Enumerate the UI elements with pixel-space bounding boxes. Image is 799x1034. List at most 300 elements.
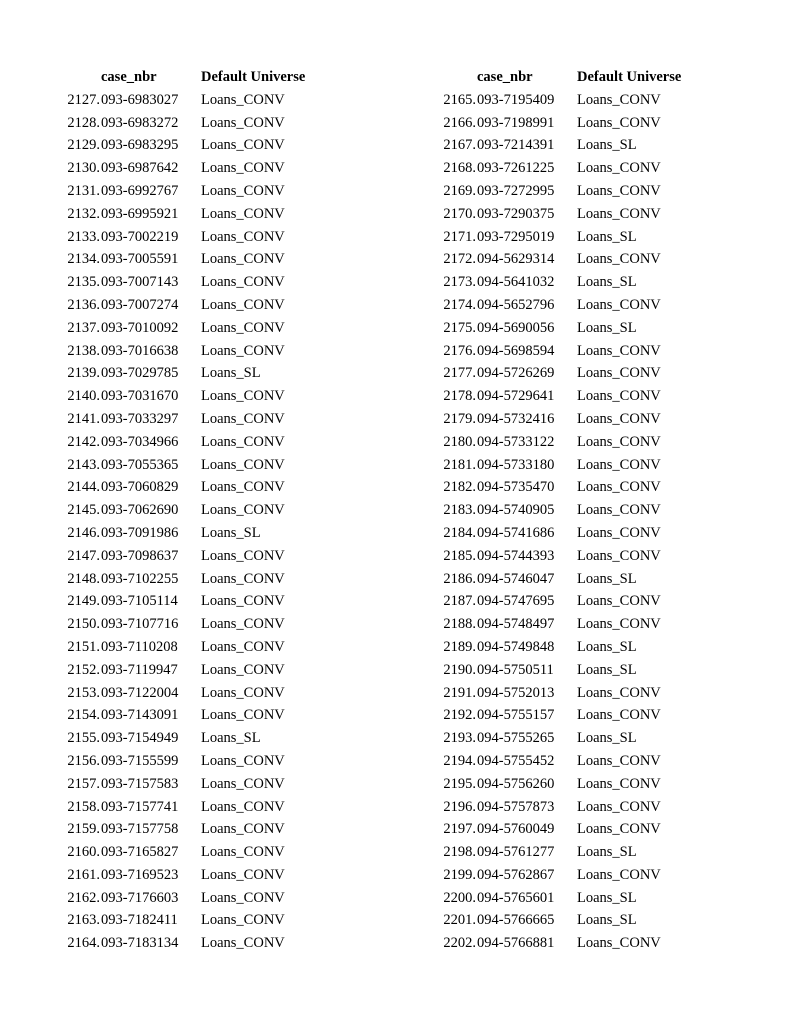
row-number: 2181. xyxy=(443,456,476,473)
case-nbr-cell: 094-5765601 xyxy=(477,889,555,906)
table-row xyxy=(434,704,707,727)
table-row xyxy=(58,727,331,750)
universe-cell: Loans_CONV xyxy=(577,296,661,313)
universe-cell: Loans_SL xyxy=(201,730,261,747)
table-row xyxy=(434,636,707,659)
row-number: 2155. xyxy=(67,730,100,747)
table-row xyxy=(434,727,707,750)
case-nbr-cell: 094-5757873 xyxy=(477,798,555,815)
universe-cell: Loans_CONV xyxy=(577,160,661,177)
row-number: 2202. xyxy=(443,935,476,952)
case-nbr-header: case_nbr xyxy=(101,69,157,85)
case-nbr-cell: 093-7031670 xyxy=(101,388,179,405)
row-number: 2200. xyxy=(443,889,476,906)
row-number: 2141. xyxy=(67,410,100,427)
case-nbr-cell: 093-7272995 xyxy=(477,182,555,199)
table-row xyxy=(434,362,707,385)
universe-cell: Loans_SL xyxy=(577,319,637,336)
row-number: 2184. xyxy=(443,524,476,541)
case-nbr-cell: 094-5726269 xyxy=(477,365,555,382)
table-header xyxy=(434,66,707,89)
row-number: 2199. xyxy=(443,866,476,883)
table-row xyxy=(58,112,331,135)
universe-cell: Loans_CONV xyxy=(577,433,661,450)
universe-cell: Loans_CONV xyxy=(201,410,285,427)
row-number: 2162. xyxy=(67,889,100,906)
row-number: 2135. xyxy=(67,274,100,291)
row-number: 2129. xyxy=(67,137,100,154)
universe-cell: Loans_CONV xyxy=(577,410,661,427)
universe-cell: Loans_CONV xyxy=(577,798,661,815)
universe-cell: Loans_CONV xyxy=(201,228,285,245)
case-nbr-cell: 094-5755452 xyxy=(477,752,555,769)
row-number: 2182. xyxy=(443,479,476,496)
universe-cell: Loans_CONV xyxy=(577,114,661,131)
universe-cell: Loans_CONV xyxy=(201,570,285,587)
universe-cell: Loans_CONV xyxy=(201,160,285,177)
table-row xyxy=(434,590,707,613)
case-nbr-cell: 093-6992767 xyxy=(101,182,179,199)
row-number-header xyxy=(434,66,476,89)
universe-cell: Loans_CONV xyxy=(201,502,285,519)
row-number-header xyxy=(58,66,100,89)
case-nbr-cell: 093-7007143 xyxy=(101,274,179,291)
table-row xyxy=(434,522,707,545)
case-nbr-cell: 093-7034966 xyxy=(101,433,179,450)
case-nbr-cell: 093-7183134 xyxy=(101,935,179,952)
case-nbr-cell: 094-5750511 xyxy=(477,661,554,678)
row-number: 2169. xyxy=(443,182,476,199)
universe-cell: Loans_SL xyxy=(577,912,637,929)
universe-cell: Loans_CONV xyxy=(577,547,661,564)
case-nbr-cell: 093-7005591 xyxy=(101,251,179,268)
row-number: 2132. xyxy=(67,205,100,222)
row-number: 2188. xyxy=(443,616,476,633)
universe-cell: Loans_SL xyxy=(577,844,637,861)
universe-cell: Loans_CONV xyxy=(577,388,661,405)
right-table xyxy=(434,66,707,955)
table-row xyxy=(434,796,707,819)
table-row xyxy=(58,454,331,477)
case-nbr-cell: 094-5752013 xyxy=(477,684,555,701)
case-nbr-cell: 093-7214391 xyxy=(477,137,555,154)
case-nbr-cell: 093-7182411 xyxy=(101,912,178,929)
case-nbr-cell: 093-7119947 xyxy=(101,661,178,678)
row-number: 2159. xyxy=(67,821,100,838)
universe-cell: Loans_CONV xyxy=(201,844,285,861)
row-number: 2201. xyxy=(443,912,476,929)
case-nbr-cell: 093-7033297 xyxy=(101,410,179,427)
table-row xyxy=(434,112,707,135)
universe-cell: Loans_CONV xyxy=(577,205,661,222)
case-nbr-cell: 093-7195409 xyxy=(477,91,555,108)
universe-cell: Loans_CONV xyxy=(577,342,661,359)
table-row xyxy=(434,317,707,340)
universe-cell: Loans_CONV xyxy=(201,137,285,154)
universe-cell: Loans_CONV xyxy=(201,593,285,610)
case-nbr-cell: 094-5748497 xyxy=(477,616,555,633)
row-number: 2151. xyxy=(67,638,100,655)
table-row xyxy=(58,932,331,955)
case-nbr-cell: 094-5652796 xyxy=(477,296,555,313)
table-row xyxy=(58,499,331,522)
row-number: 2190. xyxy=(443,661,476,678)
universe-cell: Loans_CONV xyxy=(201,661,285,678)
table-row xyxy=(58,294,331,317)
row-number: 2176. xyxy=(443,342,476,359)
row-number: 2183. xyxy=(443,502,476,519)
case-nbr-cell: 094-5746047 xyxy=(477,570,555,587)
universe-cell: Loans_SL xyxy=(577,730,637,747)
universe-cell: Loans_SL xyxy=(577,638,637,655)
case-nbr-cell: 093-7157758 xyxy=(101,821,179,838)
row-number: 2195. xyxy=(443,775,476,792)
row-number: 2193. xyxy=(443,730,476,747)
table-row xyxy=(434,454,707,477)
table-row xyxy=(58,180,331,203)
default-universe-header: Default Universe xyxy=(201,69,306,85)
row-number: 2196. xyxy=(443,798,476,815)
case-nbr-cell: 093-7016638 xyxy=(101,342,179,359)
case-nbr-cell: 093-7157741 xyxy=(101,798,179,815)
table-row xyxy=(58,522,331,545)
row-number: 2140. xyxy=(67,388,100,405)
universe-cell: Loans_CONV xyxy=(201,433,285,450)
universe-cell: Loans_CONV xyxy=(577,251,661,268)
table-row xyxy=(58,545,331,568)
table-row xyxy=(434,499,707,522)
row-number: 2148. xyxy=(67,570,100,587)
universe-cell: Loans_CONV xyxy=(201,775,285,792)
universe-cell: Loans_CONV xyxy=(201,388,285,405)
universe-cell: Loans_CONV xyxy=(577,866,661,883)
universe-cell: Loans_CONV xyxy=(201,182,285,199)
case-nbr-cell: 093-7295019 xyxy=(477,228,555,245)
table-body xyxy=(58,89,331,955)
row-number: 2177. xyxy=(443,365,476,382)
table-row xyxy=(58,157,331,180)
case-nbr-cell: 093-7060829 xyxy=(101,479,179,496)
row-number: 2154. xyxy=(67,707,100,724)
universe-cell: Loans_CONV xyxy=(577,752,661,769)
universe-cell: Loans_CONV xyxy=(577,775,661,792)
universe-cell: Loans_CONV xyxy=(577,684,661,701)
table-row xyxy=(58,248,331,271)
table-row xyxy=(434,659,707,682)
case-nbr-cell: 093-7107716 xyxy=(101,616,179,633)
row-number: 2185. xyxy=(443,547,476,564)
case-nbr-cell: 093-7154949 xyxy=(101,730,179,747)
table-row xyxy=(58,317,331,340)
row-number: 2164. xyxy=(67,935,100,952)
case-nbr-cell: 094-5749848 xyxy=(477,638,555,655)
universe-cell: Loans_SL xyxy=(577,228,637,245)
table-row xyxy=(58,750,331,773)
case-nbr-cell: 093-6983027 xyxy=(101,91,179,108)
case-nbr-cell: 093-6987642 xyxy=(101,160,179,177)
row-number: 2170. xyxy=(443,205,476,222)
table-row xyxy=(434,887,707,910)
table-row xyxy=(434,89,707,112)
table-row xyxy=(58,568,331,591)
case-nbr-cell: 093-6983272 xyxy=(101,114,179,131)
row-number: 2146. xyxy=(67,524,100,541)
universe-cell: Loans_CONV xyxy=(201,752,285,769)
table-row xyxy=(58,864,331,887)
table-row xyxy=(58,362,331,385)
table-row xyxy=(434,180,707,203)
universe-cell: Loans_CONV xyxy=(201,547,285,564)
table-row xyxy=(58,590,331,613)
table-row xyxy=(58,408,331,431)
row-number: 2139. xyxy=(67,365,100,382)
universe-cell: Loans_CONV xyxy=(577,479,661,496)
universe-cell: Loans_CONV xyxy=(201,912,285,929)
case-nbr-cell: 093-7290375 xyxy=(477,205,555,222)
case-nbr-cell: 094-5733180 xyxy=(477,456,555,473)
table-row xyxy=(434,909,707,932)
universe-cell: Loans_CONV xyxy=(577,524,661,541)
universe-cell: Loans_CONV xyxy=(577,935,661,952)
case-nbr-cell: 094-5744393 xyxy=(477,547,555,564)
universe-cell: Loans_CONV xyxy=(577,502,661,519)
row-number: 2152. xyxy=(67,661,100,678)
row-number: 2174. xyxy=(443,296,476,313)
row-number: 2161. xyxy=(67,866,100,883)
table-row xyxy=(58,203,331,226)
table-row xyxy=(58,841,331,864)
table-row xyxy=(58,340,331,363)
table-row xyxy=(434,294,707,317)
universe-cell: Loans_SL xyxy=(201,524,261,541)
row-number: 2198. xyxy=(443,844,476,861)
universe-cell: Loans_CONV xyxy=(201,251,285,268)
universe-cell: Loans_CONV xyxy=(201,616,285,633)
case-nbr-cell: 093-7055365 xyxy=(101,456,179,473)
case-nbr-cell: 094-5766881 xyxy=(477,935,555,952)
row-number: 2150. xyxy=(67,616,100,633)
case-nbr-cell: 093-7102255 xyxy=(101,570,179,587)
universe-cell: Loans_CONV xyxy=(201,274,285,291)
universe-cell: Loans_SL xyxy=(577,661,637,678)
table-row xyxy=(434,750,707,773)
case-nbr-cell: 094-5756260 xyxy=(477,775,555,792)
table-row xyxy=(434,340,707,363)
row-number: 2175. xyxy=(443,319,476,336)
row-number: 2189. xyxy=(443,638,476,655)
universe-cell: Loans_CONV xyxy=(577,593,661,610)
table-row xyxy=(434,157,707,180)
table-row xyxy=(58,682,331,705)
universe-cell: Loans_CONV xyxy=(577,821,661,838)
row-number: 2137. xyxy=(67,319,100,336)
case-nbr-cell: 094-5732416 xyxy=(477,410,555,427)
case-nbr-cell: 093-7176603 xyxy=(101,889,179,906)
universe-cell: Loans_CONV xyxy=(577,707,661,724)
row-number: 2145. xyxy=(67,502,100,519)
case-nbr-cell: 093-7261225 xyxy=(477,160,555,177)
universe-cell: Loans_CONV xyxy=(201,205,285,222)
case-nbr-cell: 093-7098637 xyxy=(101,547,179,564)
case-nbr-cell: 094-5747695 xyxy=(477,593,555,610)
table-row xyxy=(434,932,707,955)
universe-cell: Loans_CONV xyxy=(201,684,285,701)
table-row xyxy=(434,248,707,271)
case-nbr-cell: 094-5755157 xyxy=(477,707,555,724)
row-number: 2187. xyxy=(443,593,476,610)
table-row xyxy=(434,408,707,431)
case-nbr-cell: 094-5733122 xyxy=(477,433,555,450)
case-nbr-cell: 093-7062690 xyxy=(101,502,179,519)
table-row xyxy=(434,134,707,157)
default-universe-header: Default Universe xyxy=(577,69,682,85)
case-nbr-cell: 093-7002219 xyxy=(101,228,179,245)
row-number: 2168. xyxy=(443,160,476,177)
row-number: 2157. xyxy=(67,775,100,792)
case-nbr-header: case_nbr xyxy=(477,69,533,85)
case-nbr-cell: 094-5690056 xyxy=(477,319,555,336)
table-row xyxy=(58,89,331,112)
row-number: 2136. xyxy=(67,296,100,313)
table-header xyxy=(58,66,331,89)
case-nbr-cell: 093-7007274 xyxy=(101,296,179,313)
table-row xyxy=(434,568,707,591)
table-row xyxy=(434,545,707,568)
table-row xyxy=(58,818,331,841)
row-number: 2180. xyxy=(443,433,476,450)
row-number: 2138. xyxy=(67,342,100,359)
case-nbr-cell: 094-5629314 xyxy=(477,251,555,268)
universe-cell: Loans_CONV xyxy=(201,114,285,131)
case-nbr-cell: 093-7155599 xyxy=(101,752,179,769)
table-row xyxy=(434,476,707,499)
universe-cell: Loans_CONV xyxy=(201,91,285,108)
case-nbr-cell: 093-7143091 xyxy=(101,707,179,724)
row-number: 2197. xyxy=(443,821,476,838)
row-number: 2166. xyxy=(443,114,476,131)
case-nbr-cell: 094-5766665 xyxy=(477,912,555,929)
row-number: 2178. xyxy=(443,388,476,405)
case-nbr-cell: 094-5641032 xyxy=(477,274,555,291)
universe-cell: Loans_CONV xyxy=(577,365,661,382)
case-nbr-cell: 093-7169523 xyxy=(101,866,179,883)
table-row xyxy=(434,773,707,796)
universe-cell: Loans_SL xyxy=(577,274,637,291)
case-nbr-cell: 093-7110208 xyxy=(101,638,178,655)
row-number: 2191. xyxy=(443,684,476,701)
case-nbr-cell: 093-6995921 xyxy=(101,205,179,222)
row-number: 2160. xyxy=(67,844,100,861)
case-nbr-cell: 093-7010092 xyxy=(101,319,179,336)
case-nbr-cell: 094-5729641 xyxy=(477,388,555,405)
case-nbr-cell: 093-7029785 xyxy=(101,365,179,382)
case-nbr-cell: 093-7122004 xyxy=(101,684,179,701)
table-row xyxy=(58,704,331,727)
case-nbr-cell: 093-7165827 xyxy=(101,844,179,861)
universe-cell: Loans_CONV xyxy=(201,479,285,496)
case-nbr-cell: 094-5741686 xyxy=(477,524,555,541)
row-number: 2144. xyxy=(67,479,100,496)
universe-cell: Loans_SL xyxy=(201,365,261,382)
universe-cell: Loans_CONV xyxy=(201,456,285,473)
table-row xyxy=(434,385,707,408)
table-row xyxy=(434,818,707,841)
universe-cell: Loans_CONV xyxy=(201,866,285,883)
table-row xyxy=(58,385,331,408)
universe-cell: Loans_CONV xyxy=(201,821,285,838)
case-nbr-cell: 093-7091986 xyxy=(101,524,179,541)
row-number: 2128. xyxy=(67,114,100,131)
universe-cell: Loans_SL xyxy=(577,889,637,906)
universe-cell: Loans_CONV xyxy=(201,889,285,906)
table-row xyxy=(58,887,331,910)
case-nbr-cell: 093-7198991 xyxy=(477,114,555,131)
table-row xyxy=(434,864,707,887)
row-number: 2194. xyxy=(443,752,476,769)
case-nbr-cell: 093-6983295 xyxy=(101,137,179,154)
row-number: 2158. xyxy=(67,798,100,815)
universe-cell: Loans_CONV xyxy=(577,456,661,473)
table-row xyxy=(58,909,331,932)
universe-cell: Loans_SL xyxy=(577,137,637,154)
table-row xyxy=(434,613,707,636)
row-number: 2143. xyxy=(67,456,100,473)
universe-cell: Loans_CONV xyxy=(201,296,285,313)
row-number: 2172. xyxy=(443,251,476,268)
case-nbr-cell: 094-5698594 xyxy=(477,342,555,359)
table-row xyxy=(434,841,707,864)
row-number: 2133. xyxy=(67,228,100,245)
row-number: 2147. xyxy=(67,547,100,564)
table-row xyxy=(58,134,331,157)
universe-cell: Loans_CONV xyxy=(577,91,661,108)
table-row xyxy=(434,226,707,249)
table-body xyxy=(434,89,707,955)
universe-cell: Loans_CONV xyxy=(201,798,285,815)
row-number: 2192. xyxy=(443,707,476,724)
table-row xyxy=(58,226,331,249)
row-number: 2130. xyxy=(67,160,100,177)
row-number: 2165. xyxy=(443,91,476,108)
row-number: 2156. xyxy=(67,752,100,769)
table-row xyxy=(58,636,331,659)
row-number: 2163. xyxy=(67,912,100,929)
row-number: 2134. xyxy=(67,251,100,268)
row-number: 2179. xyxy=(443,410,476,427)
row-number: 2127. xyxy=(67,91,100,108)
case-nbr-cell: 093-7105114 xyxy=(101,593,178,610)
universe-cell: Loans_SL xyxy=(577,570,637,587)
table-row xyxy=(58,796,331,819)
table-row xyxy=(434,682,707,705)
case-nbr-cell: 094-5762867 xyxy=(477,866,555,883)
table-row xyxy=(58,271,331,294)
row-number: 2149. xyxy=(67,593,100,610)
table-row xyxy=(434,271,707,294)
universe-cell: Loans_CONV xyxy=(577,182,661,199)
table-row xyxy=(58,659,331,682)
table-row xyxy=(58,613,331,636)
table-row xyxy=(58,431,331,454)
table-row xyxy=(58,476,331,499)
case-nbr-cell: 094-5755265 xyxy=(477,730,555,747)
case-nbr-cell: 093-7157583 xyxy=(101,775,179,792)
table-row xyxy=(434,431,707,454)
row-number: 2131. xyxy=(67,182,100,199)
universe-cell: Loans_CONV xyxy=(201,707,285,724)
left-table xyxy=(58,66,331,955)
case-nbr-cell: 094-5761277 xyxy=(477,844,555,861)
